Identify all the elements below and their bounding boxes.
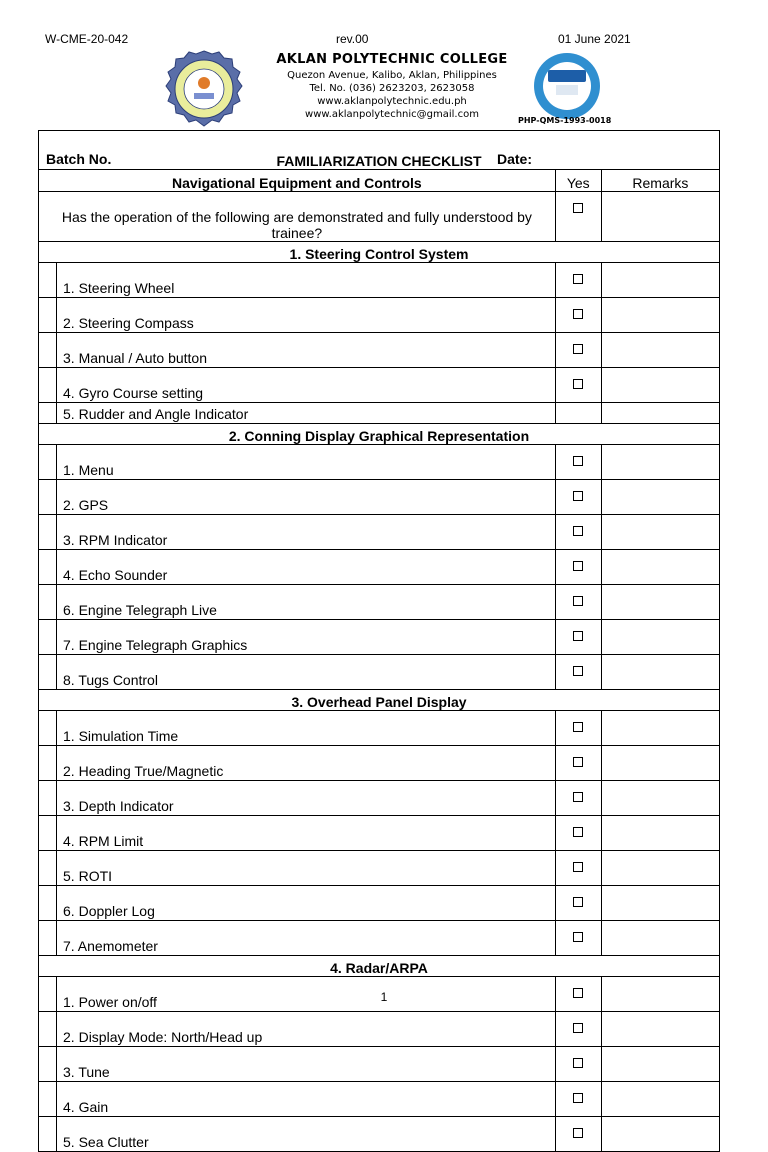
college-website: www.aklanpolytechnic.edu.ph: [317, 96, 467, 107]
yes-cell: [555, 886, 601, 921]
checklist-item-label: 1. Power on/off: [57, 977, 556, 1012]
section-title: 3. Overhead Panel Display: [39, 690, 720, 711]
yes-checkbox[interactable]: [573, 1058, 583, 1068]
yes-cell: [555, 1047, 601, 1082]
checklist-item-label: 5. ROTI: [57, 851, 556, 886]
yes-cell: [555, 620, 601, 655]
checklist-item-row: [39, 1117, 720, 1152]
checklist-item-label: 8. Tugs Control: [57, 655, 556, 690]
section-header-row: [39, 424, 720, 445]
checklist-item-row: [39, 781, 720, 816]
remarks-cell[interactable]: [601, 746, 719, 781]
yes-checkbox[interactable]: [573, 827, 583, 837]
checklist-item-label: 4. Gyro Course setting: [57, 368, 556, 403]
indent-cell: [39, 781, 57, 816]
checklist-item-row: [39, 886, 720, 921]
checklist-item-row: [39, 851, 720, 886]
remarks-cell[interactable]: [601, 333, 719, 368]
college-telephone: Tel. No. (036) 2623203, 2623058: [309, 83, 475, 94]
remarks-cell[interactable]: [601, 298, 719, 333]
remarks-cell[interactable]: [601, 886, 719, 921]
column-header-row: [39, 170, 720, 192]
checklist-item-row: [39, 403, 720, 424]
remarks-cell[interactable]: [601, 851, 719, 886]
checklist-item-row: [39, 445, 720, 480]
checklist-item-row: [39, 298, 720, 333]
certificate-number: PHP-QMS-1993-0018: [518, 116, 612, 125]
remarks-cell[interactable]: [601, 515, 719, 550]
checklist-item-label: 1. Simulation Time: [57, 711, 556, 746]
yes-checkbox[interactable]: [573, 344, 583, 354]
date-label: Date:: [497, 151, 533, 167]
yes-checkbox[interactable]: [573, 526, 583, 536]
checklist-item-row: [39, 620, 720, 655]
checklist-item-label: 4. Gain: [57, 1082, 556, 1117]
checklist-item-row: [39, 515, 720, 550]
document-code: W-CME-20-042: [45, 32, 129, 46]
indent-cell: [39, 620, 57, 655]
yes-checkbox[interactable]: [573, 1128, 583, 1138]
yes-cell: [555, 480, 601, 515]
form-title-row: [39, 131, 720, 170]
yes-cell: [555, 263, 601, 298]
yes-cell: [555, 851, 601, 886]
checklist-item-row: [39, 1047, 720, 1082]
checklist-item-label: 2. Display Mode: North/Head up: [57, 1012, 556, 1047]
yes-checkbox[interactable]: [573, 666, 583, 676]
yes-checkbox[interactable]: [573, 792, 583, 802]
indent-cell: [39, 585, 57, 620]
indent-cell: [39, 886, 57, 921]
remarks-cell[interactable]: [601, 1012, 719, 1047]
form-title: FAMILIARIZATION CHECKLIST: [276, 153, 482, 169]
indent-cell: [39, 368, 57, 403]
indent-cell: [39, 1082, 57, 1117]
yes-checkbox[interactable]: [573, 379, 583, 389]
indent-cell: [39, 746, 57, 781]
checklist-item-row: [39, 816, 720, 851]
indent-cell: [39, 333, 57, 368]
yes-checkbox[interactable]: [573, 456, 583, 466]
indent-cell: [39, 655, 57, 690]
document-date: 01 June 2021: [558, 32, 631, 46]
yes-checkbox[interactable]: [573, 1093, 583, 1103]
revision-label: rev.00: [336, 32, 369, 46]
indent-cell: [39, 851, 57, 886]
question-text: Has the operation of the following are demonstrated and fully understood by trainee?: [39, 192, 556, 242]
indent-cell: [39, 711, 57, 746]
checklist-item-label: 6. Doppler Log: [57, 886, 556, 921]
checklist-item-label: 4. Echo Sounder: [57, 550, 556, 585]
checklist-item-label: 3. Depth Indicator: [57, 781, 556, 816]
indent-cell: [39, 921, 57, 956]
section-title: 4. Radar/ARPA: [39, 956, 720, 977]
yes-checkbox[interactable]: [573, 862, 583, 872]
checklist-item-row: [39, 480, 720, 515]
question-row: [39, 192, 720, 242]
checklist-item-label: 1. Steering Wheel: [57, 263, 556, 298]
remarks-cell[interactable]: [601, 480, 719, 515]
indent-cell: [39, 816, 57, 851]
checklist-item-label: 3. Tune: [57, 1047, 556, 1082]
yes-checkbox[interactable]: [573, 274, 583, 284]
remarks-cell[interactable]: [601, 445, 719, 480]
yes-checkbox[interactable]: [573, 561, 583, 571]
question-remarks-cell[interactable]: [601, 192, 719, 242]
checklist-item-label: 7. Engine Telegraph Graphics: [57, 620, 556, 655]
checklist-item-row: [39, 263, 720, 298]
tuv-iso-logo: [520, 52, 614, 120]
indent-cell: [39, 445, 57, 480]
checklist-item-row: [39, 921, 720, 956]
batch-number-label: Batch No.: [46, 151, 112, 167]
yes-cell: [555, 816, 601, 851]
column-header-yes: Yes: [555, 170, 601, 192]
yes-checkbox[interactable]: [573, 757, 583, 767]
yes-cell: [555, 746, 601, 781]
checklist-item-label: 7. Anemometer: [57, 921, 556, 956]
checklist-item-label: 1. Menu: [57, 445, 556, 480]
yes-cell: [555, 1012, 601, 1047]
yes-checkbox[interactable]: [573, 631, 583, 641]
checklist-item-row: [39, 585, 720, 620]
checklist-item-row: [39, 368, 720, 403]
indent-cell: [39, 403, 57, 424]
checklist-item-row: [39, 333, 720, 368]
yes-checkbox[interactable]: [573, 309, 583, 319]
yes-checkbox[interactable]: [573, 491, 583, 501]
remarks-cell[interactable]: [601, 368, 719, 403]
indent-cell: [39, 480, 57, 515]
yes-cell: [555, 585, 601, 620]
yes-cell: [555, 403, 601, 424]
yes-cell: [555, 445, 601, 480]
remarks-cell[interactable]: [601, 655, 719, 690]
remarks-cell[interactable]: [601, 550, 719, 585]
yes-cell: [555, 921, 601, 956]
yes-checkbox[interactable]: [573, 596, 583, 606]
yes-cell: [555, 368, 601, 403]
remarks-cell[interactable]: [601, 403, 719, 424]
checklist-item-row: [39, 655, 720, 690]
college-address: Quezon Avenue, Kalibo, Aklan, Philippines: [287, 70, 497, 81]
checklist-item-label: 2. Heading True/Magnetic: [57, 746, 556, 781]
remarks-cell[interactable]: [601, 1047, 719, 1082]
remarks-cell[interactable]: [601, 1082, 719, 1117]
indent-cell: [39, 1117, 57, 1152]
college-seal-logo: [152, 50, 256, 128]
yes-cell: [555, 1117, 601, 1152]
checklist-item-label: 2. GPS: [57, 480, 556, 515]
indent-cell: [39, 550, 57, 585]
checklist-item-label: 2. Steering Compass: [57, 298, 556, 333]
section-header-row: [39, 242, 720, 263]
checklist-item-label: 5. Sea Clutter: [57, 1117, 556, 1152]
indent-cell: [39, 515, 57, 550]
column-header-remarks: Remarks: [601, 170, 719, 192]
indent-cell: [39, 298, 57, 333]
checklist-item-row: [39, 550, 720, 585]
column-header-equipment: Navigational Equipment and Controls: [39, 170, 556, 192]
checklist-item-label: 6. Engine Telegraph Live: [57, 585, 556, 620]
remarks-cell[interactable]: [601, 921, 719, 956]
yes-checkbox[interactable]: [573, 932, 583, 942]
yes-cell: [555, 781, 601, 816]
yes-checkbox[interactable]: [573, 1023, 583, 1033]
checklist-item-row: [39, 1082, 720, 1117]
checklist-item-row: [39, 1012, 720, 1047]
yes-checkbox[interactable]: [573, 722, 583, 732]
remarks-cell[interactable]: [601, 585, 719, 620]
yes-cell: [555, 333, 601, 368]
remarks-cell[interactable]: [601, 711, 719, 746]
page-number: 1: [380, 990, 388, 1004]
section-header-row: [39, 956, 720, 977]
yes-cell: [555, 515, 601, 550]
checklist-item-label: 3. RPM Indicator: [57, 515, 556, 550]
section-title: 2. Conning Display Graphical Representation: [39, 424, 720, 445]
remarks-cell[interactable]: [601, 816, 719, 851]
remarks-cell[interactable]: [601, 620, 719, 655]
college-name: AKLAN POLYTECHNIC COLLEGE: [276, 52, 508, 67]
checklist-item-label: 3. Manual / Auto button: [57, 333, 556, 368]
checklist-item-row: [39, 746, 720, 781]
section-header-row: [39, 690, 720, 711]
indent-cell: [39, 1047, 57, 1082]
indent-cell: [39, 1012, 57, 1047]
checklist-item-row: [39, 711, 720, 746]
checklist-item-label: 5. Rudder and Angle Indicator: [57, 403, 556, 424]
remarks-cell[interactable]: [601, 263, 719, 298]
college-email: www.aklanpolytechnic@gmail.com: [305, 109, 479, 120]
yes-checkbox[interactable]: [573, 897, 583, 907]
yes-cell: [555, 1082, 601, 1117]
remarks-cell[interactable]: [601, 1117, 719, 1152]
checklist-item-label: 4. RPM Limit: [57, 816, 556, 851]
indent-cell: [39, 263, 57, 298]
question-checkbox[interactable]: [573, 203, 583, 213]
yes-cell: [555, 550, 601, 585]
yes-cell: [555, 655, 601, 690]
remarks-cell[interactable]: [601, 781, 719, 816]
section-title: 1. Steering Control System: [39, 242, 720, 263]
yes-cell: [555, 711, 601, 746]
yes-cell: [555, 298, 601, 333]
